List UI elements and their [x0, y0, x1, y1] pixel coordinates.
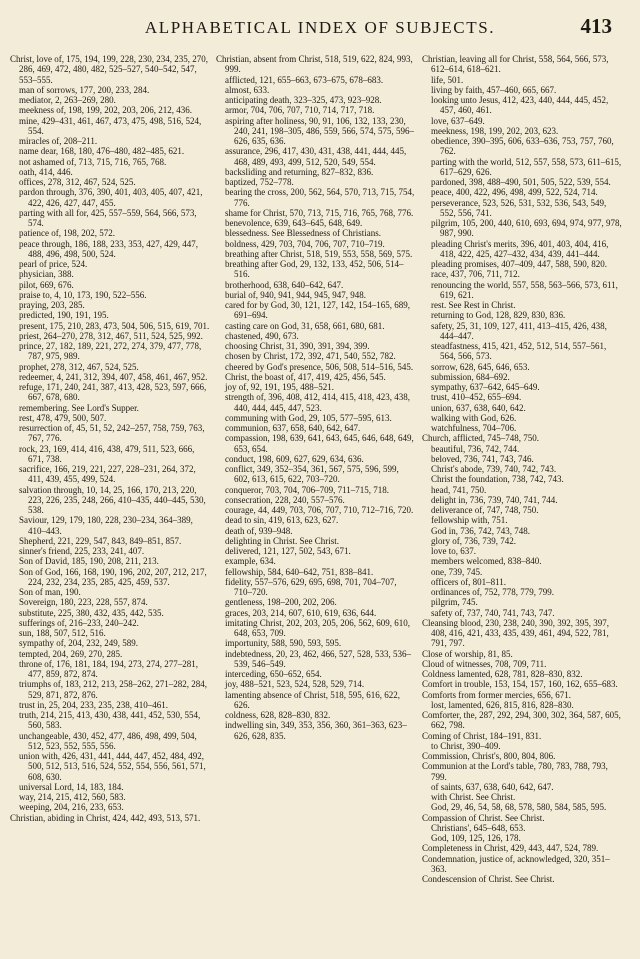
index-entry: Communion at the Lord's table, 780, 783, 788, 793, 799.: [422, 761, 608, 782]
index-entry: Close of worship, 81, 85.: [422, 648, 513, 659]
index-entry: boldness, 429, 703, 704, 706, 707, 710–719.: [225, 238, 385, 249]
index-entry: living by faith, 457–460, 665, 667.: [431, 84, 557, 95]
index-entry: walking with God, 626.: [431, 412, 517, 423]
index-entry: prince, 27, 182, 189, 221, 272, 274, 379, 477, 778, 787, 975, 989.: [19, 341, 202, 362]
index-entry: God, 29, 46, 54, 58, 68, 578, 580, 584, 585, 595.: [431, 802, 607, 813]
index-entry: pardon through, 376, 390, 401, 403, 405, 407, 421, 422, 426, 427, 447, 455.: [19, 187, 203, 208]
index-entry: blessedness. See Blessedness of Christians.: [225, 228, 381, 239]
index-entry: afflicted, 121, 655–663, 673–675, 678–683.: [225, 74, 384, 85]
index-entry: importunity, 588, 590, 593, 595.: [225, 638, 342, 649]
index-entry: burial of, 940, 941, 944, 945, 947, 948.: [225, 289, 366, 300]
index-entry: weeping, 204, 216, 233, 653.: [19, 802, 124, 813]
index-entry: safety, 25, 31, 109, 127, 411, 413–415, 426, 438, 444–447.: [431, 320, 607, 341]
index-entry: interceding, 650–652, 654.: [225, 669, 322, 679]
index-entry: throne of, 176, 181, 184, 194, 273, 274, 277–281, 477, 859, 872, 874.: [19, 658, 198, 679]
index-entry: race, 437, 706, 711, 712.: [431, 269, 520, 280]
index-entry: brotherhood, 638, 640–642, 647.: [225, 279, 344, 290]
index-entry: anticipating death, 323–325, 473, 923–928.: [225, 95, 382, 105]
index-entry: communing with God, 29, 105, 577–595, 613.: [225, 412, 392, 423]
index-entry: mine, 429–431, 461, 467, 473, 475, 498, 516, 524, 554.: [19, 115, 202, 136]
index-entry: unchangeable, 430, 452, 477, 486, 498, 499, 504, 512, 523, 552, 555, 556.: [19, 730, 197, 751]
index-entry: Cloud of witnesses, 708, 709, 711.: [422, 658, 547, 669]
index-entry: life, 501.: [431, 74, 464, 85]
index-entry: physician, 388.: [19, 269, 74, 280]
index-entry: trust in, 25, 204, 233, 235, 238, 410–461.: [19, 699, 169, 710]
index-entry: deliverance of, 747, 748, 750.: [431, 505, 539, 515]
index-entry: oath, 414, 446.: [19, 166, 73, 177]
index-entry: obedience, 390–395, 606, 633–636, 753, 757, 760, 762.: [431, 136, 614, 157]
index-entry: rest, 478, 479, 500, 507.: [19, 412, 107, 423]
index-entry: steadfastness, 415, 421, 452, 512, 514, 557–561, 564, 566, 573.: [431, 341, 607, 362]
index-entry: God, 109, 125, 126, 178.: [431, 833, 521, 843]
index-entry: indebtedness, 20, 23, 462, 466, 527, 528, 533, 536–539, 546–549.: [225, 648, 411, 669]
index-entry: Cleansing blood, 230, 238, 240, 390, 392, 395, 397, 408, 416, 421, 433, 435, 439, 461, 494, 522, 781, 791, 797.: [422, 617, 609, 649]
index-entry: officers of, 801–811.: [431, 576, 506, 587]
index-entry: name dear, 168, 180, 476–480, 482–485, 621.: [19, 146, 185, 157]
index-entry: Son of God, 166, 168, 190, 196, 202, 207, 212, 217, 224, 232, 234, 235, 285, 425, 459, 537.: [19, 566, 207, 587]
index-entry: cared for by God, 30, 121, 127, 142, 154–165, 689, 691–694.: [225, 300, 410, 321]
index-entry: Saviour, 129, 179, 180, 228, 230–234, 364–389, 410–443.: [19, 515, 193, 536]
index-entry: pardoned, 398, 488–490, 501, 505, 522, 539, 554.: [431, 177, 611, 187]
index-entry: chastened, 490, 673.: [225, 330, 299, 341]
index-entry: consecration, 228, 240, 557–576.: [225, 494, 345, 505]
index-entry: graces, 203, 214, 607, 610, 619, 636, 644.: [225, 607, 377, 618]
index-entry: Christians', 645–648, 653.: [431, 822, 526, 833]
index-entry: refuge, 171, 240, 241, 387, 413, 428, 523, 597, 666, 667, 678, 680.: [19, 382, 207, 403]
index-entry: Christ, love of, 175, 194, 199, 228, 230, 234, 235, 270, 286, 469, 472, 480, 482, 525–527, 540–542, 547, 553–555.: [10, 54, 208, 85]
index-entry: Comforter, the, 287, 292, 294, 300, 302, 364, 587, 605, 662, 798.: [422, 710, 621, 731]
index-entry: example, 634.: [225, 556, 276, 567]
index-entry: universal Lord, 14, 183, 184.: [19, 781, 124, 792]
index-entry: Christian, leaving all for Christ, 558, 564, 566, 573, 612–614, 618–621.: [422, 54, 609, 75]
page-title: ALPHABETICAL INDEX OF SUBJECTS.: [144, 18, 496, 37]
index-entry: Coldness lamented, 628, 781, 828–830, 832.: [422, 669, 583, 679]
index-entry: sinner's friend, 225, 233, 241, 407.: [19, 546, 145, 556]
index-entry: shame for Christ, 570, 713, 715, 716, 765, 768, 776.: [225, 207, 414, 218]
index-entry: predicted, 190, 191, 195.: [19, 310, 109, 321]
index-entry: Condescension of Christ. See Christ.: [422, 874, 555, 884]
index-entry: Completeness in Christ, 429, 443, 447, 524, 789.: [422, 843, 599, 854]
index-entry: peace, 400, 422, 496, 498, 499, 522, 524, 714.: [431, 187, 598, 198]
index-entry: sacrifice, 166, 219, 221, 227, 228–231, 264, 372, 411, 439, 455, 499, 524.: [19, 464, 196, 485]
index-entry: watchfulness, 704–706.: [431, 423, 517, 433]
index-entry: love to, 637.: [431, 546, 476, 556]
index-entry: looking unto Jesus, 412, 423, 440, 444, 445, 452, 457, 460, 461.: [431, 95, 609, 116]
index-entry: substitute, 225, 380, 432, 435, 442, 535.: [19, 607, 164, 618]
index-entry: delivered, 121, 127, 502, 543, 671.: [225, 546, 351, 556]
index-entry: pilgrim, 745.: [431, 597, 478, 608]
index-entry: members welcomed, 838–840.: [431, 556, 542, 567]
index-entry: fellowship, 584, 640–642, 751, 838–841.: [225, 566, 374, 577]
index-entry: sufferings of, 216–233, 240–242.: [19, 617, 139, 628]
index-entry: lamenting absence of Christ, 518, 595, 616, 622, 626.: [225, 689, 400, 710]
index-entry: Church, afflicted, 745–748, 750.: [422, 433, 540, 444]
index-entry: baptized, 752–778.: [225, 177, 294, 187]
index-entry: pleading promises, 407–409, 447, 588, 590, 820.: [431, 259, 607, 269]
index-entry: of saints, 637, 638, 640, 642, 647.: [431, 781, 554, 792]
index-entry: peace through, 186, 188, 233, 353, 427, 429, 447, 488, 496, 498, 500, 524.: [19, 238, 198, 259]
index-entry: Christ, the boast of, 417, 419, 425, 456, 545.: [225, 371, 386, 382]
index-entry: conduct, 198, 609, 627, 629, 634, 636.: [225, 453, 364, 464]
index-entry: courage, 44, 449, 703, 706, 707, 710, 712–716, 720.: [225, 505, 414, 515]
index-entry: joy of, 92, 191, 195, 488–521.: [225, 382, 334, 392]
index-entry: indwelling sin, 349, 353, 356, 360, 361–363, 623–626, 628, 835.: [225, 720, 407, 741]
index-column-3: [422, 54, 622, 954]
index-entry: beautiful, 736, 742, 744.: [431, 443, 520, 454]
index-entry: fidelity, 557–576, 629, 695, 698, 701, 704–707, 710–720.: [225, 576, 397, 597]
index-entry: salvation through, 10, 14, 25, 166, 170, 213, 220, 223, 226, 235, 248, 266, 410–435, 440–445, 530, 538.: [19, 484, 206, 515]
index-entry: Christian, abiding in Christ, 424, 442, 493, 513, 571.: [10, 812, 201, 823]
index-entry: assurance, 296, 417, 430, 431, 438, 441, 444, 445, 468, 489, 493, 499, 512, 520, 549, 554.: [225, 146, 407, 167]
index-entry: head, 741, 750.: [431, 484, 487, 495]
index-entry: Commission, Christ's, 800, 804, 806.: [422, 751, 556, 761]
index-entry: strength of, 396, 408, 412, 414, 415, 418, 423, 438, 440, 444, 445, 447, 523.: [225, 392, 410, 413]
index-entry: pearl of price, 524.: [19, 259, 88, 269]
page-number: 413: [580, 14, 612, 38]
index-entry: breathing after Christ, 518, 519, 553, 558, 569, 575.: [225, 248, 413, 259]
index-entry: rest. See Rest in Christ.: [431, 300, 516, 310]
index-entry: not ashamed of, 713, 715, 716, 765, 768.: [19, 156, 167, 167]
index-entry: returning to God, 128, 829, 830, 836.: [431, 310, 566, 321]
index-entry: Compassion of Christ. See Christ.: [422, 812, 545, 823]
index-entry: one, 739, 745.: [431, 566, 483, 577]
index-entry: sun, 188, 507, 512, 516.: [19, 628, 106, 638]
index-entry: armor, 704, 706, 707, 710, 714, 717, 718.: [225, 105, 375, 116]
index-entry: chosen by Christ, 172, 392, 471, 540, 552, 782.: [225, 351, 396, 362]
index-entry: Sovereign, 180, 223, 228, 557, 874.: [19, 597, 148, 608]
index-entry: sympathy, 637–642, 645–649.: [431, 382, 540, 392]
index-entry: praying, 203, 285.: [19, 300, 85, 310]
index-entry: triumphs of, 183, 212, 213, 258–262, 271–282, 284, 529, 871, 872, 876.: [19, 679, 207, 700]
index-entry: conflict, 349, 352–354, 361, 567, 575, 596, 599, 602, 613, 615, 622, 703–720.: [225, 464, 399, 485]
index-entry: meekness, 198, 199, 202, 203, 623.: [431, 125, 559, 136]
index-entry: with Christ. See Christ.: [431, 792, 516, 802]
index-entry: beloved, 736, 741, 743, 746.: [431, 453, 534, 464]
index-entry: breathing after God, 29, 132, 133, 452, 506, 514–516.: [225, 259, 404, 280]
index-entry: praise to, 4, 10, 173, 190, 522–556.: [19, 289, 147, 300]
index-entry: safety of, 737, 740, 741, 743, 747.: [431, 607, 555, 618]
index-column-2: [216, 54, 416, 954]
index-entry: to Christ, 390–409.: [431, 740, 501, 751]
index-entry: rock, 23, 169, 414, 416, 438, 479, 511, 523, 666, 671, 738.: [19, 443, 195, 464]
index-entry: trust, 410–452, 655–694.: [431, 392, 522, 403]
index-entry: sorrow, 628, 645, 646, 653.: [431, 361, 530, 372]
index-entry: redeemer, 4, 241, 312, 394, 407, 458, 461, 467, 952.: [19, 371, 208, 382]
index-entry: union, 637, 638, 640, 642.: [431, 402, 526, 413]
index-entry: meekness of, 198, 199, 202, 203, 206, 212, 436.: [19, 105, 192, 116]
index-entry: choosing Christ, 31, 390, 391, 394, 399.: [225, 341, 370, 351]
page-header: [0, 14, 640, 44]
index-entry: miracles of, 208–211.: [19, 136, 98, 146]
index-entry: patience of, 198, 202, 572.: [19, 228, 115, 239]
index-entry: pleading Christ's merits, 396, 401, 403, 404, 416, 418, 422, 425, 427–432, 434, 439, 441–444.: [431, 238, 609, 259]
index-entry: dead to sin, 419, 613, 623, 627.: [225, 515, 339, 526]
index-entry: remembering. See Lord's Supper.: [19, 402, 139, 413]
index-entry: offices, 278, 312, 467, 524, 525.: [19, 177, 136, 187]
index-entry: bearing the cross, 200, 562, 564, 570, 713, 715, 754, 776.: [225, 187, 415, 208]
index-entry: backsliding and returning, 827–832, 836.: [225, 166, 374, 177]
index-entry: Son of man, 190.: [19, 587, 81, 597]
index-entry: aspiring after holiness, 90, 91, 106, 132, 133, 230, 240, 241, 198–305, 486, 559, 566, 574, 575, 596–626, 635, 636.: [225, 115, 414, 146]
index-entry: truth, 214, 215, 413, 430, 438, 441, 452, 530, 554, 560, 583.: [19, 710, 201, 731]
index-entry: delight in, 736, 739, 740, 741, 744.: [431, 494, 558, 505]
index-entry: Comfort in trouble, 153, 154, 157, 160, 162, 655–683.: [422, 679, 618, 690]
index-entry: God in, 736, 742, 743, 748.: [431, 525, 530, 536]
index-entry: union with, 426, 431, 441, 444, 447, 452, 484, 492, 500, 512, 513, 516, 524, 552, 554, 556, 561, 571, 608, 630.: [19, 751, 206, 782]
index-entry: Condemnation, justice of, acknowledged, 320, 351–363.: [422, 853, 610, 874]
index-entry: prophet, 278, 312, 467, 524, 525.: [19, 361, 139, 372]
index-entry: Comforts from former mercies, 656, 671.: [422, 689, 571, 700]
index-entry: Christ the foundation, 738, 742, 743.: [431, 474, 564, 485]
index-entry: love, 637–649.: [431, 115, 485, 126]
index-entry: mediator, 2, 263–269, 280.: [19, 95, 116, 105]
index-entry: communion, 637, 658, 640, 642, 647.: [225, 423, 361, 433]
index-entry: Christian, absent from Christ, 518, 519, 622, 824, 993, 999.: [216, 54, 413, 75]
index-entry: casting care on God, 31, 658, 661, 680, 681.: [225, 320, 385, 331]
index-entry: perseverance, 523, 526, 531, 532, 536, 543, 549, 552, 556, 741.: [431, 197, 607, 218]
index-entry: parting with all for, 425, 557–559, 564, 566, 573, 574.: [19, 207, 197, 228]
index-entry: Coming of Christ, 184–191, 831.: [422, 730, 542, 741]
index-entry: Son of David, 185, 190, 208, 211, 213.: [19, 556, 159, 567]
index-entry: Shepherd, 221, 229, 547, 843, 849–851, 857.: [19, 535, 182, 546]
index-entry: gentleness, 198–200, 202, 206.: [225, 597, 337, 608]
index-entry: present, 175, 210, 283, 473, 504, 506, 515, 619, 701.: [19, 320, 210, 331]
index-entry: parting with the world, 512, 557, 558, 573, 611–615, 617–629, 626.: [431, 156, 622, 177]
index-entry: submission, 684–692.: [431, 371, 510, 382]
index-entry: ordinances of, 752, 778, 779, 799.: [431, 587, 554, 597]
index-entry: compassion, 198, 639, 641, 643, 645, 646, 648, 649, 653, 654.: [225, 433, 414, 454]
index-entry: conqueror, 703, 704, 706–709, 711–715, 718.: [225, 484, 390, 495]
index-entry: man of sorrows, 177, 200, 233, 284.: [19, 84, 150, 95]
index-entry: benevolence, 639, 643–645, 648, 649.: [225, 218, 363, 228]
index-entry: coldness, 628, 828–830, 832.: [225, 710, 331, 720]
index-entry: glory of, 736, 739, 742.: [431, 535, 516, 546]
index-entry: pilot, 669, 676.: [19, 279, 74, 290]
index-columns: [10, 54, 634, 954]
index-entry: imitating Christ, 202, 203, 205, 206, 562, 609, 610, 648, 653, 709.: [225, 617, 411, 638]
index-entry: way, 214, 215, 412, 560, 583.: [19, 792, 126, 802]
index-column-1: [10, 54, 210, 954]
index-entry: Christ's abode, 739, 740, 742, 743.: [431, 464, 557, 474]
index-entry: cheered by God's presence, 506, 508, 514–516, 545.: [225, 361, 414, 372]
index-entry: delighting in Christ. See Christ.: [225, 535, 339, 546]
index-entry: death of, 939–948.: [225, 525, 293, 536]
index-entry: tempted, 204, 269, 270, 285.: [19, 648, 123, 659]
index-entry: resurrection of, 45, 51, 52, 242–257, 758, 759, 763, 767, 776.: [19, 423, 205, 444]
index-entry: joy, 488–521, 523, 524, 528, 529, 714.: [225, 679, 365, 690]
index-entry: sympathy of, 204, 232, 249, 589.: [19, 638, 138, 649]
index-entry: fellowship with, 751.: [431, 515, 508, 526]
index-entry: pilgrim, 105, 200, 440, 610, 693, 694, 974, 977, 978, 987, 990.: [431, 218, 622, 239]
index-entry: almost, 633.: [225, 84, 270, 95]
index-entry: lost, lamented, 626, 815, 816, 828–830.: [431, 699, 574, 710]
index-entry: renouncing the world, 557, 558, 563–566, 573, 611, 619, 621.: [431, 279, 618, 300]
index-entry: priest, 264–270, 278, 312, 467, 511, 524, 525, 992.: [19, 330, 203, 341]
